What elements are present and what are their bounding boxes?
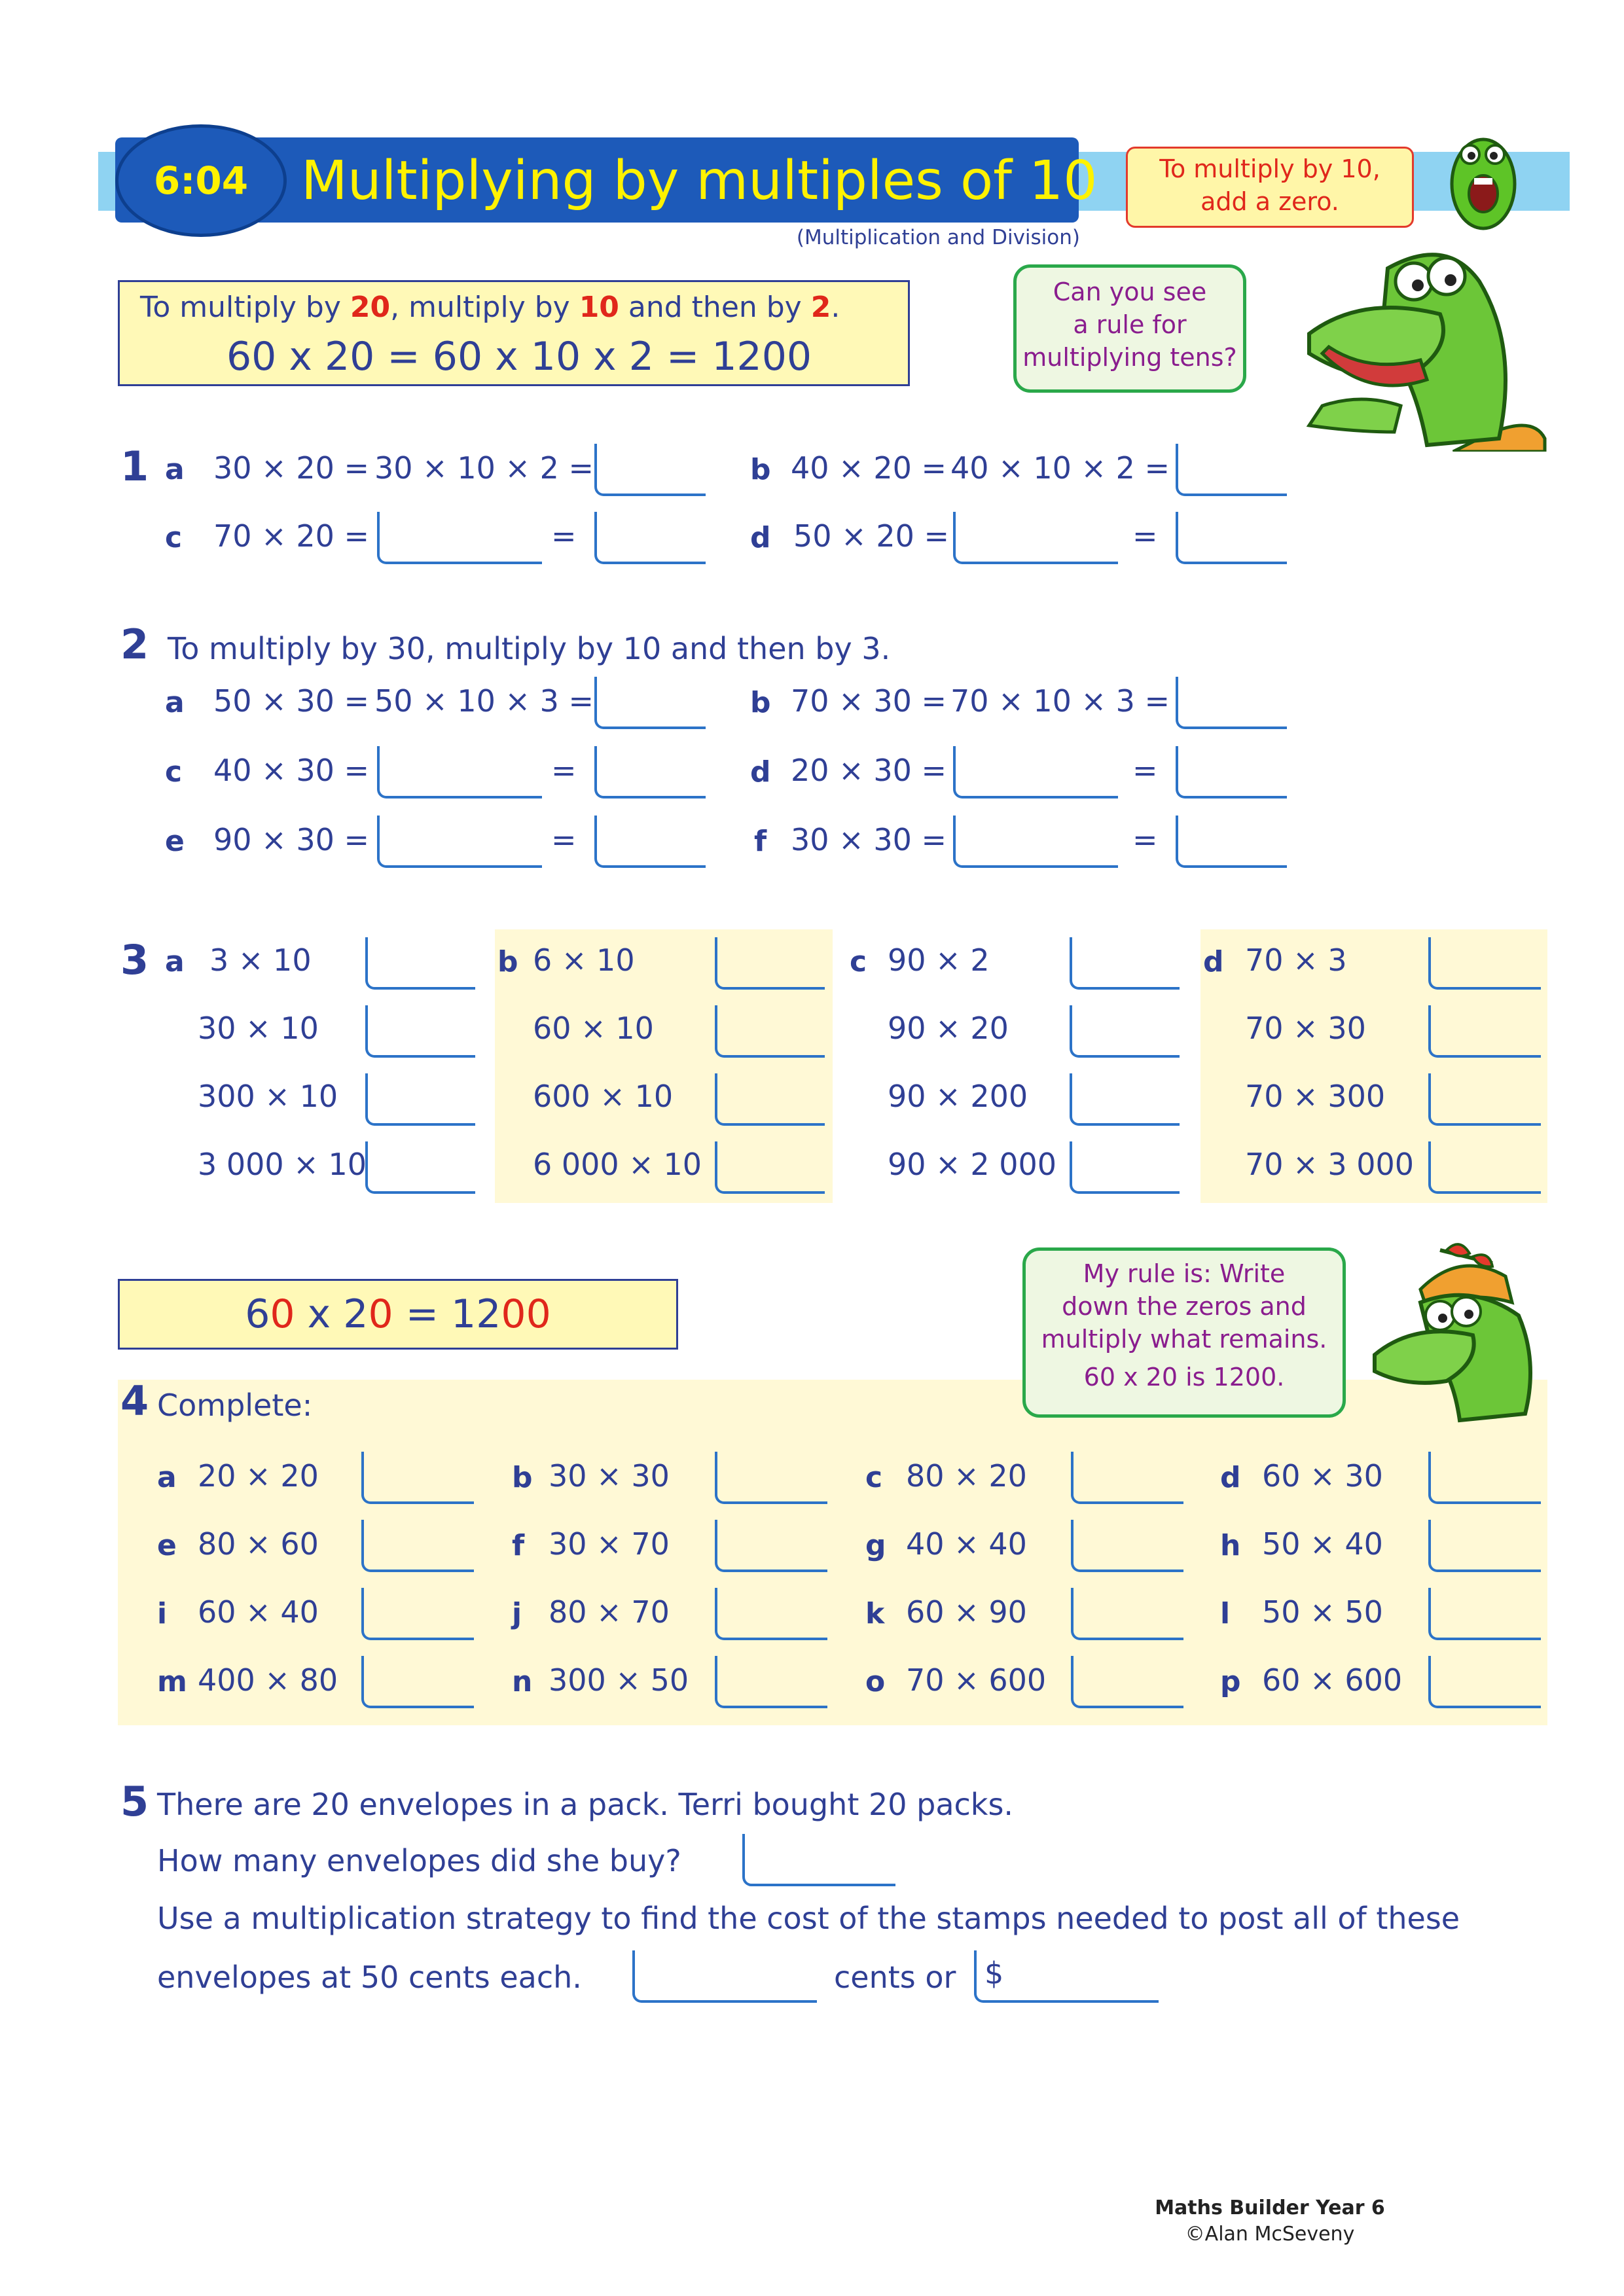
q5-envelopes-answer-box[interactable]	[742, 1834, 895, 1886]
q4-d-expr: 60 × 30	[1262, 1458, 1383, 1494]
q4-d-answer-box[interactable]	[1428, 1452, 1541, 1504]
bubble-2-line-3: multiply what remains.	[1041, 1325, 1327, 1354]
q1c-answer-box[interactable]	[594, 512, 706, 564]
q3d-box-3[interactable]	[1428, 1073, 1541, 1126]
crocodile-pointing-icon	[1283, 242, 1558, 452]
q3c-box-1[interactable]	[1070, 937, 1180, 990]
q3a-box-2[interactable]	[365, 1005, 475, 1058]
q3d-box-1[interactable]	[1428, 937, 1541, 990]
q5-cents-or: cents or	[834, 1960, 956, 1995]
q4-e-expr: 80 × 60	[198, 1526, 319, 1562]
q3d-item-3: 70 × 300	[1245, 1079, 1386, 1114]
question-4-number: 4	[120, 1377, 149, 1425]
q3d-item-1: 70 × 3	[1245, 942, 1347, 978]
q1a-expr2: 30 × 10 × 2 =	[374, 450, 594, 486]
q4-l-letter: l	[1220, 1597, 1231, 1630]
q2f-letter: f	[754, 825, 767, 858]
q2a-answer-box[interactable]	[594, 677, 706, 729]
q2e-expr: 90 × 30 =	[213, 822, 370, 857]
q4-g-letter: g	[865, 1529, 886, 1562]
q2e-working-box[interactable]	[377, 816, 542, 868]
bubble-1-line-1: Can you see	[1053, 278, 1207, 306]
q4-b-answer-box[interactable]	[715, 1452, 827, 1504]
q4-a-letter: a	[157, 1461, 177, 1494]
q2f-expr: 30 × 30 =	[791, 822, 947, 857]
q2c-letter: c	[165, 755, 183, 789]
speech-bubble-1	[1013, 264, 1246, 393]
footer-copyright: ©Alan McSeveny	[1185, 2223, 1355, 2246]
q4-k-letter: k	[865, 1597, 885, 1630]
q5-dollars-answer-box[interactable]	[974, 1950, 1159, 2003]
q4-h-expr: 50 × 40	[1262, 1526, 1383, 1562]
page-title: Multiplying by multiples of 10	[301, 150, 1098, 212]
rule-2-part: x 2	[295, 1291, 369, 1337]
q1a-letter: a	[165, 453, 185, 486]
q4-a-expr: 20 × 20	[198, 1458, 319, 1494]
q2c-working-box[interactable]	[377, 746, 542, 798]
q4-i-expr: 60 × 40	[198, 1594, 319, 1630]
rule-2-zeros: 00	[501, 1291, 551, 1337]
q2d-letter: d	[750, 755, 771, 789]
q4-j-letter: j	[512, 1597, 522, 1630]
question-2-number: 2	[120, 620, 149, 668]
q4-e-letter: e	[157, 1529, 177, 1562]
q4-b-letter: b	[512, 1461, 533, 1494]
q3c-item-3: 90 × 200	[888, 1079, 1028, 1114]
rule-box-2	[118, 1279, 678, 1350]
q3d-box-4[interactable]	[1428, 1141, 1541, 1194]
q4-e-answer-box[interactable]	[361, 1520, 474, 1572]
footer-book-title: Maths Builder Year 6	[1155, 2197, 1385, 2219]
q1d-answer-box[interactable]	[1176, 512, 1287, 564]
q3c-box-3[interactable]	[1070, 1073, 1180, 1126]
q4-f-letter: f	[512, 1529, 525, 1562]
tip-line-2: add a zero.	[1200, 187, 1339, 216]
q1c-working-box[interactable]	[377, 512, 542, 564]
q2a-expr: 50 × 30 =	[213, 683, 370, 719]
q4-c-answer-box[interactable]	[1071, 1452, 1183, 1504]
q4-l-expr: 50 × 50	[1262, 1594, 1383, 1630]
q1b-answer-box[interactable]	[1176, 444, 1287, 496]
rule-1-part: and then by	[619, 291, 811, 324]
q4-m-letter: m	[157, 1665, 187, 1698]
q2b-answer-box[interactable]	[1176, 677, 1287, 729]
q3c-item-4: 90 × 2 000	[888, 1147, 1057, 1182]
q3b-item-3: 600 × 10	[533, 1079, 674, 1114]
q2-instruction: To multiply by 30, multiply by 10 and then by 3.	[168, 631, 891, 666]
tip-box	[1126, 147, 1414, 228]
q4-p-expr: 60 × 600	[1262, 1662, 1403, 1698]
q2e-letter: e	[165, 825, 185, 858]
q2d-expr: 20 × 30 =	[791, 753, 947, 788]
bubble-2-line-2: down the zeros and	[1062, 1292, 1307, 1321]
q3a-box-1[interactable]	[365, 937, 475, 990]
q1b-expr: 40 × 20 =	[791, 450, 947, 486]
q5-line-3: Use a multiplication strategy to find the cost of the stamps needed to post all of these	[157, 1901, 1460, 1936]
alien-mascot-icon	[1437, 122, 1529, 233]
dollar-sign: $	[984, 1956, 1004, 1991]
q4-h-answer-box[interactable]	[1428, 1520, 1541, 1572]
q2b-letter: b	[750, 686, 771, 719]
q4-instruction: Complete:	[157, 1388, 313, 1423]
page-subtitle: (Multiplication and Division)	[796, 226, 1080, 249]
q3b-box-3[interactable]	[715, 1073, 825, 1126]
bubble-2-line-4: 60 x 20 is 1200.	[1083, 1363, 1285, 1391]
q3d-letter: d	[1203, 945, 1224, 978]
q4-n-answer-box[interactable]	[715, 1656, 827, 1708]
crocodile-propeller-cap-icon	[1362, 1230, 1558, 1427]
q3a-item-4: 3 000 × 10	[198, 1147, 367, 1182]
q4-k-answer-box[interactable]	[1071, 1588, 1183, 1640]
speech-bubble-2	[1022, 1247, 1346, 1418]
q4-c-letter: c	[865, 1461, 883, 1494]
bubble-2-line-1: My rule is: Write	[1083, 1259, 1286, 1288]
q3a-item-1: 3 × 10	[209, 942, 312, 978]
q3a-item-3: 300 × 10	[198, 1079, 338, 1114]
q4-p-answer-box[interactable]	[1428, 1656, 1541, 1708]
q4-o-expr: 70 × 600	[906, 1662, 1047, 1698]
q3c-item-1: 90 × 2	[888, 942, 990, 978]
q4-f-expr: 30 × 70	[549, 1526, 670, 1562]
rule-2-part: = 12	[393, 1291, 501, 1337]
q5-line-1: There are 20 envelopes in a pack. Terri bought 20 packs.	[157, 1787, 1014, 1822]
q2d-answer-box[interactable]	[1176, 746, 1287, 798]
q3b-item-1: 6 × 10	[533, 942, 635, 978]
question-1-number: 1	[120, 442, 149, 490]
q5-cents-answer-box[interactable]	[632, 1950, 817, 2003]
q3a-letter: a	[165, 945, 185, 978]
q1b-expr2: 40 × 10 × 2 =	[950, 450, 1170, 486]
rule-1-number: 2	[810, 291, 831, 324]
q4-j-answer-box[interactable]	[715, 1588, 827, 1640]
tip-line-1: To multiply by 10,	[1159, 154, 1380, 183]
q3c-box-4[interactable]	[1070, 1141, 1180, 1194]
q2c-expr: 40 × 30 =	[213, 753, 370, 788]
q1d-letter: d	[750, 521, 771, 554]
q4-n-letter: n	[512, 1665, 533, 1698]
q1d-equals: =	[1132, 518, 1158, 554]
q4-h-letter: h	[1220, 1529, 1241, 1562]
q2d-equals: =	[1132, 753, 1158, 788]
q2c-equals: =	[551, 753, 577, 788]
q1a-expr: 30 × 20 =	[213, 450, 370, 486]
rule-2-part: 6	[245, 1291, 270, 1337]
question-3-number: 3	[120, 936, 149, 984]
q3a-box-4[interactable]	[365, 1141, 475, 1194]
rule-1-part: .	[831, 291, 840, 324]
rule-1-example: 60 x 20 = 60 x 10 x 2 = 1200	[226, 334, 812, 380]
q3b-letter: b	[497, 945, 518, 978]
q2b-expr2: 70 × 10 × 3 =	[950, 683, 1170, 719]
q3b-box-2[interactable]	[715, 1005, 825, 1058]
q4-n-expr: 300 × 50	[549, 1662, 689, 1698]
rule-1-part: To multiply by	[140, 291, 350, 324]
q2d-working-box[interactable]	[953, 746, 1118, 798]
q2f-working-box[interactable]	[953, 816, 1118, 868]
q1b-letter: b	[750, 453, 771, 486]
q3b-item-2: 60 × 10	[533, 1011, 654, 1046]
q2a-letter: a	[165, 686, 185, 719]
q2e-equals: =	[551, 822, 577, 857]
q3c-box-2[interactable]	[1070, 1005, 1180, 1058]
q3d-item-4: 70 × 3 000	[1245, 1147, 1415, 1182]
q4-g-answer-box[interactable]	[1071, 1520, 1183, 1572]
q2b-expr: 70 × 30 =	[791, 683, 947, 719]
q4-m-answer-box[interactable]	[361, 1656, 474, 1708]
q3a-item-2: 30 × 10	[198, 1011, 319, 1046]
q3a-box-3[interactable]	[365, 1073, 475, 1126]
q4-i-answer-box[interactable]	[361, 1588, 474, 1640]
q4-l-answer-box[interactable]	[1428, 1588, 1541, 1640]
rule-2-zero: 0	[270, 1291, 295, 1337]
q4-m-expr: 400 × 80	[198, 1662, 338, 1698]
q1c-equals: =	[551, 518, 577, 554]
q1d-expr: 50 × 20 =	[793, 518, 950, 554]
q4-j-expr: 80 × 70	[549, 1594, 670, 1630]
q2e-answer-box[interactable]	[594, 816, 706, 868]
q3b-box-1[interactable]	[715, 937, 825, 990]
q4-c-expr: 80 × 20	[906, 1458, 1027, 1494]
rule-1-part: , multiply by	[390, 291, 579, 324]
q3d-box-2[interactable]	[1428, 1005, 1541, 1058]
q1c-expr: 70 × 20 =	[213, 518, 370, 554]
q4-d-letter: d	[1220, 1461, 1241, 1494]
q2f-equals: =	[1132, 822, 1158, 857]
q5-line-4: envelopes at 50 cents each.	[157, 1960, 582, 1995]
q4-a-answer-box[interactable]	[361, 1452, 474, 1504]
q5-line-2: How many envelopes did she buy?	[157, 1843, 681, 1878]
section-number: 6:04	[153, 158, 249, 203]
q4-b-expr: 30 × 30	[549, 1458, 670, 1494]
q3c-item-2: 90 × 20	[888, 1011, 1009, 1046]
q2a-expr2: 50 × 10 × 3 =	[374, 683, 594, 719]
q1d-working-box[interactable]	[953, 512, 1118, 564]
rule-1-number: 20	[350, 291, 391, 324]
q4-p-letter: p	[1220, 1665, 1241, 1698]
rule-2-zero: 0	[368, 1291, 393, 1337]
q2c-answer-box[interactable]	[594, 746, 706, 798]
rule-1-number: 10	[579, 291, 619, 324]
q3b-box-4[interactable]	[715, 1141, 825, 1194]
q4-g-expr: 40 × 40	[906, 1526, 1027, 1562]
bubble-1-line-3: multiplying tens?	[1022, 343, 1237, 372]
q4-o-answer-box[interactable]	[1071, 1656, 1183, 1708]
q1a-answer-box[interactable]	[594, 444, 706, 496]
q2f-answer-box[interactable]	[1176, 816, 1287, 868]
q4-o-letter: o	[865, 1665, 886, 1698]
q4-f-answer-box[interactable]	[715, 1520, 827, 1572]
q4-k-expr: 60 × 90	[906, 1594, 1027, 1630]
q3d-item-2: 70 × 30	[1245, 1011, 1366, 1046]
q3b-item-4: 6 000 × 10	[533, 1147, 702, 1182]
q3c-letter: c	[850, 945, 867, 978]
bubble-1-line-2: a rule for	[1073, 310, 1187, 339]
q4-i-letter: i	[157, 1597, 168, 1630]
q1c-letter: c	[165, 521, 183, 554]
question-5-number: 5	[120, 1778, 149, 1825]
rule-1-text	[140, 291, 840, 324]
